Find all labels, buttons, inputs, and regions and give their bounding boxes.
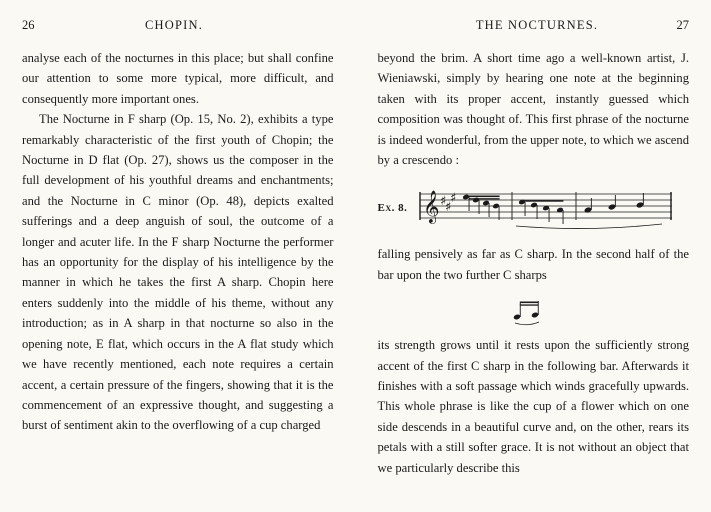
paragraph: its strength grows until it rests upon the sufficiently strong accent of the first C sharp in the following bar. Afterwards it finishes with a soft passage which winds gracefully upwards. This whole phrase is like the cup of a flower which on one side descends in a beautiful curve and, on the other, rears its petals with a still softer grace. It is not without an object that we particularly describe this bbox=[377, 338, 689, 475]
left-page-number: 26 bbox=[22, 18, 35, 32]
right-running-header bbox=[378, 18, 690, 34]
paragraph: beyond the brim. A short time ago a well-known artist, J. Wieniawski, simply by hearing one note at the beginning taken with its proper accent, instantly guessed which composition was thought of. This first phrase of the nocturne is indeed wonderful, from the upper note, to which we ascend by a crescendo : bbox=[377, 51, 689, 168]
svg-text:♯: ♯ bbox=[449, 191, 456, 207]
paragraph: falling pensively as far as C sharp. In the second half of the bar upon the two further C sharps bbox=[377, 247, 689, 282]
left-running-header bbox=[22, 18, 334, 34]
music-example-label: Ex. 8. bbox=[377, 202, 408, 215]
music-notation-example bbox=[416, 180, 690, 234]
left-page-text-column bbox=[22, 48, 334, 436]
right-page-number: 27 bbox=[676, 18, 689, 32]
svg-text:𝄞: 𝄞 bbox=[422, 190, 440, 224]
paragraph: analyse each of the nocturnes in this place; but shall confine our attention to some more typical, more difficult, and consequently more important ones. bbox=[22, 51, 334, 106]
staff-svg bbox=[416, 180, 676, 234]
music-notation-fragment bbox=[378, 293, 690, 327]
left-page bbox=[22, 18, 356, 498]
right-page-text-column bbox=[378, 48, 690, 478]
svg-text:♯: ♯ bbox=[444, 200, 451, 216]
paragraph: The Nocturne in F sharp (Op. 15, No. 2), exhibits a type remarkably characteristic of the first youth of Chopin; the Nocturne in D flat (Op. 27), shows us the composer in the full development of his youthful dreams and enchantments; and the Nocturne in C minor (Op. 48), depicts exalted sufferings and a deep anguish of soul, the outcome of a longer and acuter life. In the F sharp Nocturne the performer has an opportunity for the display of his intelligence by the manner in which he takes the first A sharp. Chopin here enters suddenly into the middle of his theme, without any introduction; as in A sharp in that nocturne so also in the opening note, E flat, which occurs in the A flat study which we have recently mentioned, each note requires a certain accent, a certain pressure of the fingers, showing that it is the commencement of an expressive thought, and suggesting a burst of sentiment akin to the overflowing of a cup charged bbox=[22, 112, 334, 433]
music-example-block bbox=[378, 180, 690, 234]
right-page bbox=[356, 18, 690, 498]
right-running-head-title: THE NOCTURNES. bbox=[475, 18, 599, 32]
svg-text:♯: ♯ bbox=[439, 194, 446, 210]
left-running-head-title: CHOPIN. bbox=[144, 18, 204, 32]
fragment-svg bbox=[505, 293, 561, 327]
